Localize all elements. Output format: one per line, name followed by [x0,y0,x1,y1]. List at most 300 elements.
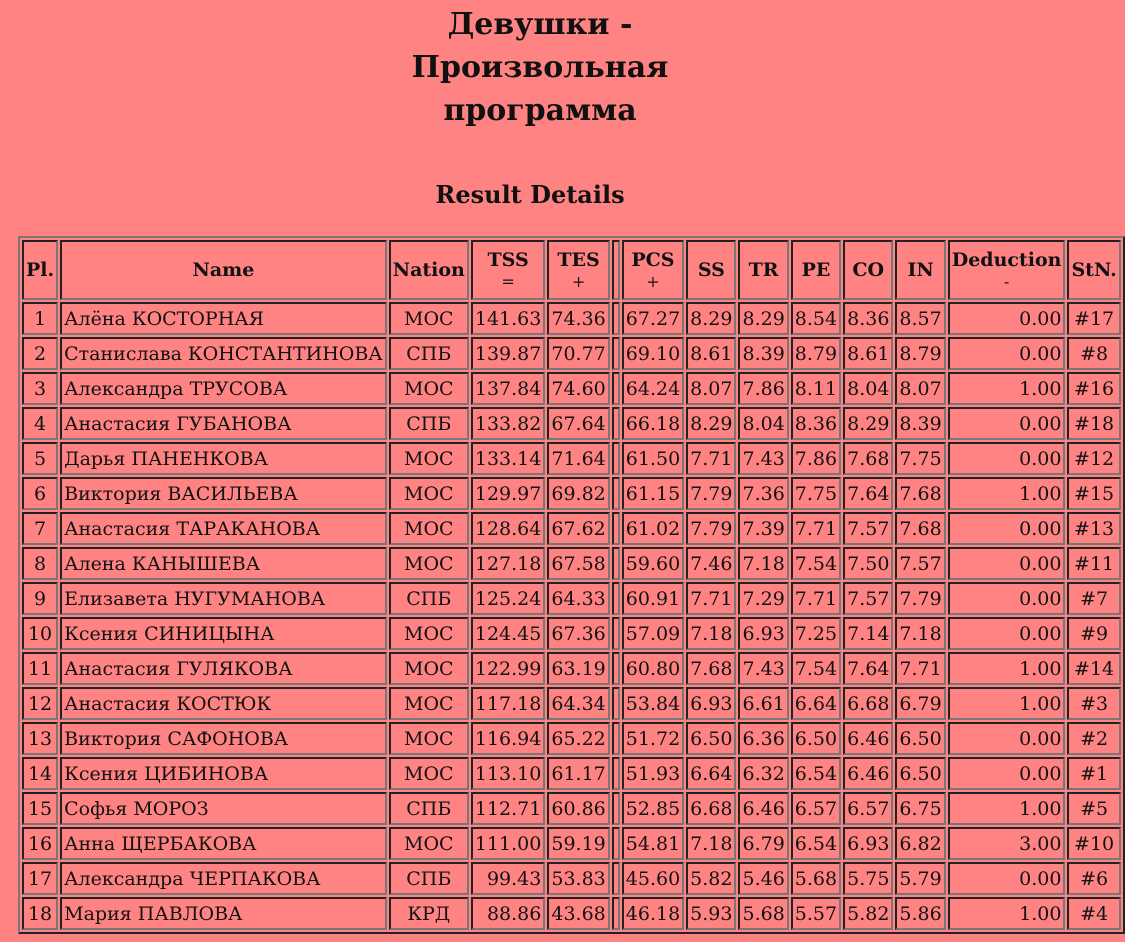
table-row [22,652,1121,685]
cell-place: 5 [22,442,58,475]
cell-deduction: 1.00 [948,477,1066,510]
cell-tr: 6.61 [738,687,788,720]
col-header-separator [612,240,620,300]
cell-name: Виктория ВАСИЛЬЕВА [60,477,387,510]
cell-place: 9 [22,582,58,615]
cell-in: 7.75 [895,442,945,475]
cell-nation: МОС [389,687,469,720]
cell-nation: МОС [389,442,469,475]
cell-ss: 5.93 [686,897,736,930]
cell-tes: 53.83 [547,862,609,895]
cell-start-number: #8 [1067,337,1120,370]
cell-name: Александра ТРУСОВА [60,372,387,405]
cell-name: Анна ЩЕРБАКОВА [60,827,387,860]
col-header-pcs [622,240,684,300]
cell-start-number: #11 [1067,547,1120,580]
col-header-tes-op: + [571,272,586,291]
cell-ss: 8.29 [686,407,736,440]
cell-pcs: 45.60 [622,862,684,895]
cell-nation: МОС [389,652,469,685]
cell-separator [612,862,620,895]
cell-tr: 8.04 [738,407,788,440]
cell-place: 11 [22,652,58,685]
cell-separator [612,792,620,825]
cell-place: 13 [22,722,58,755]
cell-pe: 7.25 [791,617,841,650]
cell-deduction: 1.00 [948,652,1066,685]
cell-in: 6.82 [895,827,945,860]
cell-deduction: 0.00 [948,722,1066,755]
col-header-place: Pl. [22,240,58,300]
cell-co: 7.50 [843,547,893,580]
cell-ss: 5.82 [686,862,736,895]
cell-in: 7.79 [895,582,945,615]
cell-tss: 125.24 [471,582,545,615]
cell-separator [612,337,620,370]
cell-tr: 6.36 [738,722,788,755]
cell-start-number: #16 [1067,372,1120,405]
cell-place: 17 [22,862,58,895]
cell-nation: МОС [389,722,469,755]
cell-tss: 139.87 [471,337,545,370]
cell-tr: 7.43 [738,652,788,685]
cell-name: Анастасия ГУБАНОВА [60,407,387,440]
cell-name: Александра ЧЕРПАКОВА [60,862,387,895]
cell-separator [612,512,620,545]
col-header-tss [471,240,545,300]
cell-name: Мария ПАВЛОВА [60,897,387,930]
page-title-line: программа [443,93,637,128]
table-row [22,302,1121,335]
cell-in: 7.18 [895,617,945,650]
col-header-name: Name [60,240,387,300]
cell-pcs: 69.10 [622,337,684,370]
cell-deduction: 0.00 [948,407,1066,440]
col-header-nation: Nation [389,240,469,300]
results-body [22,302,1121,930]
cell-pcs: 52.85 [622,792,684,825]
cell-name: Станислава КОНСТАНТИНОВА [60,337,387,370]
cell-pcs: 59.60 [622,547,684,580]
cell-separator [612,477,620,510]
cell-deduction: 0.00 [948,337,1066,370]
cell-nation: МОС [389,547,469,580]
cell-pe: 6.64 [791,687,841,720]
cell-pe: 6.57 [791,792,841,825]
cell-place: 8 [22,547,58,580]
cell-pcs: 54.81 [622,827,684,860]
col-header-pe: PE [791,240,841,300]
cell-pcs: 53.84 [622,687,684,720]
cell-in: 6.79 [895,687,945,720]
cell-tes: 63.19 [547,652,609,685]
cell-ss: 7.71 [686,442,736,475]
cell-ss: 6.64 [686,757,736,790]
cell-ss: 6.68 [686,792,736,825]
cell-start-number: #18 [1067,407,1120,440]
cell-tss: 137.84 [471,372,545,405]
cell-tss: 133.14 [471,442,545,475]
cell-co: 7.14 [843,617,893,650]
cell-nation: СПБ [389,792,469,825]
cell-start-number: #5 [1067,792,1120,825]
cell-nation: СПБ [389,337,469,370]
col-header-deduction [948,240,1066,300]
cell-nation: МОС [389,617,469,650]
cell-in: 7.68 [895,512,945,545]
cell-ss: 7.46 [686,547,736,580]
cell-ss: 7.18 [686,617,736,650]
cell-tes: 59.19 [547,827,609,860]
cell-pe: 6.54 [791,757,841,790]
page-title [0,0,1080,132]
cell-separator [612,372,620,405]
cell-ss: 7.79 [686,512,736,545]
cell-tss: 116.94 [471,722,545,755]
cell-pcs: 51.72 [622,722,684,755]
col-header-tr: TR [738,240,788,300]
cell-tss: 124.45 [471,617,545,650]
cell-pe: 7.71 [791,512,841,545]
cell-tss: 113.10 [471,757,545,790]
col-header-in: IN [895,240,945,300]
cell-tes: 65.22 [547,722,609,755]
cell-co: 7.57 [843,582,893,615]
col-header-start-number: StN. [1067,240,1120,300]
cell-pcs: 46.18 [622,897,684,930]
cell-co: 5.82 [843,897,893,930]
cell-pe: 8.11 [791,372,841,405]
cell-pcs: 60.91 [622,582,684,615]
cell-nation: МОС [389,372,469,405]
cell-co: 6.68 [843,687,893,720]
cell-in: 5.86 [895,897,945,930]
cell-tr: 7.18 [738,547,788,580]
cell-tss: 128.64 [471,512,545,545]
cell-tes: 61.17 [547,757,609,790]
cell-separator [612,582,620,615]
cell-name: Дарья ПАНЕНКОВА [60,442,387,475]
cell-place: 1 [22,302,58,335]
cell-place: 12 [22,687,58,720]
cell-start-number: #1 [1067,757,1120,790]
table-row [22,547,1121,580]
cell-pcs: 67.27 [622,302,684,335]
cell-ss: 8.07 [686,372,736,405]
cell-place: 7 [22,512,58,545]
cell-name: Анастасия КОСТЮК [60,687,387,720]
cell-tss: 99.43 [471,862,545,895]
cell-separator [612,442,620,475]
table-row [22,477,1121,510]
table-row [22,792,1121,825]
cell-deduction: 0.00 [948,302,1066,335]
cell-in: 6.75 [895,792,945,825]
cell-tr: 7.43 [738,442,788,475]
cell-co: 7.64 [843,477,893,510]
col-header-ss: SS [686,240,736,300]
cell-pcs: 61.50 [622,442,684,475]
cell-co: 6.46 [843,722,893,755]
cell-co: 6.57 [843,792,893,825]
page-title-line: Девушки - [447,7,633,42]
cell-in: 8.07 [895,372,945,405]
cell-deduction: 0.00 [948,617,1066,650]
table-row [22,722,1121,755]
cell-tss: 122.99 [471,652,545,685]
cell-nation: МОС [389,827,469,860]
cell-tr: 7.36 [738,477,788,510]
cell-nation: МОС [389,512,469,545]
cell-nation: МОС [389,302,469,335]
cell-ss: 7.71 [686,582,736,615]
cell-nation: МОС [389,477,469,510]
cell-deduction: 0.00 [948,757,1066,790]
cell-tss: 133.82 [471,407,545,440]
cell-ss: 8.29 [686,302,736,335]
col-header-deduction-label: Deduction [951,249,1062,271]
cell-in: 8.79 [895,337,945,370]
results-table [18,236,1125,934]
cell-tss: 111.00 [471,827,545,860]
cell-place: 15 [22,792,58,825]
table-row [22,827,1121,860]
cell-tes: 64.33 [547,582,609,615]
cell-tr: 6.93 [738,617,788,650]
cell-start-number: #13 [1067,512,1120,545]
cell-deduction: 0.00 [948,582,1066,615]
cell-pe: 6.50 [791,722,841,755]
cell-pe: 7.75 [791,477,841,510]
cell-place: 16 [22,827,58,860]
cell-pe: 8.36 [791,407,841,440]
cell-tes: 67.62 [547,512,609,545]
cell-separator [612,687,620,720]
table-row [22,617,1121,650]
cell-separator [612,547,620,580]
cell-deduction: 0.00 [948,512,1066,545]
cell-pe: 8.79 [791,337,841,370]
cell-place: 3 [22,372,58,405]
cell-start-number: #12 [1067,442,1120,475]
cell-start-number: #2 [1067,722,1120,755]
cell-pe: 7.71 [791,582,841,615]
col-header-tss-op: = [501,272,515,291]
cell-in: 8.39 [895,407,945,440]
cell-pcs: 61.02 [622,512,684,545]
cell-name: Софья МОРОЗ [60,792,387,825]
cell-tr: 7.39 [738,512,788,545]
cell-place: 4 [22,407,58,440]
cell-tss: 88.86 [471,897,545,930]
cell-in: 8.57 [895,302,945,335]
col-header-tes-label: TES [557,249,600,271]
cell-name: Виктория САФОНОВА [60,722,387,755]
cell-name: Ксения СИНИЦЫНА [60,617,387,650]
cell-tss: 129.97 [471,477,545,510]
cell-in: 6.50 [895,722,945,755]
cell-tes: 74.36 [547,302,609,335]
cell-ss: 7.18 [686,827,736,860]
cell-tes: 43.68 [547,897,609,930]
cell-in: 5.79 [895,862,945,895]
cell-tr: 6.46 [738,792,788,825]
cell-deduction: 1.00 [948,372,1066,405]
cell-co: 8.29 [843,407,893,440]
cell-name: Елизавета НУГУМАНОВА [60,582,387,615]
cell-co: 7.57 [843,512,893,545]
col-header-tss-label: TSS [487,249,529,271]
col-header-deduction-op: - [1003,272,1010,291]
cell-pe: 5.57 [791,897,841,930]
cell-tes: 71.64 [547,442,609,475]
cell-start-number: #3 [1067,687,1120,720]
table-row [22,582,1121,615]
table-row [22,757,1121,790]
cell-name: Анастасия ГУЛЯКОВА [60,652,387,685]
cell-pe: 5.68 [791,862,841,895]
cell-in: 7.57 [895,547,945,580]
cell-deduction: 3.00 [948,827,1066,860]
cell-nation: СПБ [389,862,469,895]
cell-ss: 6.50 [686,722,736,755]
cell-name: Ксения ЦИБИНОВА [60,757,387,790]
cell-tes: 69.82 [547,477,609,510]
cell-pe: 8.54 [791,302,841,335]
cell-pe: 6.54 [791,827,841,860]
cell-nation: СПБ [389,407,469,440]
cell-tss: 112.71 [471,792,545,825]
cell-deduction: 1.00 [948,792,1066,825]
cell-pcs: 66.18 [622,407,684,440]
cell-tr: 7.29 [738,582,788,615]
cell-place: 6 [22,477,58,510]
cell-separator [612,827,620,860]
cell-co: 7.64 [843,652,893,685]
cell-tes: 67.36 [547,617,609,650]
table-row [22,372,1121,405]
cell-tss: 117.18 [471,687,545,720]
cell-start-number: #9 [1067,617,1120,650]
cell-in: 7.71 [895,652,945,685]
cell-tes: 70.77 [547,337,609,370]
cell-separator [612,652,620,685]
cell-start-number: #4 [1067,897,1120,930]
cell-pcs: 51.93 [622,757,684,790]
cell-pcs: 60.80 [622,652,684,685]
cell-separator [612,757,620,790]
cell-start-number: #14 [1067,652,1120,685]
cell-co: 7.68 [843,442,893,475]
cell-start-number: #17 [1067,302,1120,335]
cell-pcs: 64.24 [622,372,684,405]
cell-ss: 8.61 [686,337,736,370]
cell-co: 6.46 [843,757,893,790]
cell-tr: 8.29 [738,302,788,335]
cell-tr: 6.79 [738,827,788,860]
cell-in: 7.68 [895,477,945,510]
cell-pcs: 61.15 [622,477,684,510]
cell-separator [612,302,620,335]
cell-place: 10 [22,617,58,650]
cell-place: 2 [22,337,58,370]
cell-pe: 7.54 [791,547,841,580]
cell-deduction: 1.00 [948,687,1066,720]
cell-tr: 6.32 [738,757,788,790]
cell-separator [612,617,620,650]
table-row [22,862,1121,895]
cell-tes: 67.58 [547,547,609,580]
cell-start-number: #15 [1067,477,1120,510]
page-title-line: Произвольная [411,50,669,85]
header-row [22,240,1121,300]
section-subtitle: Result Details [435,180,625,209]
cell-in: 6.50 [895,757,945,790]
cell-tr: 7.86 [738,372,788,405]
cell-deduction: 1.00 [948,897,1066,930]
cell-name: Алёна КОСТОРНАЯ [60,302,387,335]
table-row [22,897,1121,930]
cell-tr: 5.68 [738,897,788,930]
cell-nation: КРД [389,897,469,930]
cell-nation: МОС [389,757,469,790]
col-header-tes [547,240,609,300]
cell-pe: 7.86 [791,442,841,475]
cell-separator [612,722,620,755]
col-header-pcs-op: + [646,272,660,291]
cell-co: 8.04 [843,372,893,405]
cell-ss: 7.79 [686,477,736,510]
cell-deduction: 0.00 [948,442,1066,475]
cell-separator [612,897,620,930]
col-header-co: CO [843,240,893,300]
table-row [22,337,1121,370]
cell-tes: 64.34 [547,687,609,720]
cell-tr: 8.39 [738,337,788,370]
cell-tr: 5.46 [738,862,788,895]
cell-co: 8.61 [843,337,893,370]
table-row [22,687,1121,720]
cell-nation: СПБ [389,582,469,615]
table-row [22,512,1121,545]
cell-co: 5.75 [843,862,893,895]
table-row [22,442,1121,475]
cell-deduction: 0.00 [948,547,1066,580]
cell-co: 8.36 [843,302,893,335]
cell-name: Алена КАНЫШЕВА [60,547,387,580]
cell-tss: 141.63 [471,302,545,335]
cell-tss: 127.18 [471,547,545,580]
cell-pcs: 57.09 [622,617,684,650]
col-header-pcs-label: PCS [631,249,675,271]
cell-tes: 60.86 [547,792,609,825]
cell-start-number: #7 [1067,582,1120,615]
cell-place: 18 [22,897,58,930]
cell-pe: 7.54 [791,652,841,685]
cell-start-number: #10 [1067,827,1120,860]
table-row [22,407,1121,440]
cell-start-number: #6 [1067,862,1120,895]
cell-name: Анастасия ТАРАКАНОВА [60,512,387,545]
cell-co: 6.93 [843,827,893,860]
cell-tes: 67.64 [547,407,609,440]
cell-deduction: 0.00 [948,862,1066,895]
cell-place: 14 [22,757,58,790]
cell-ss: 7.68 [686,652,736,685]
cell-separator [612,407,620,440]
cell-tes: 74.60 [547,372,609,405]
cell-ss: 6.93 [686,687,736,720]
